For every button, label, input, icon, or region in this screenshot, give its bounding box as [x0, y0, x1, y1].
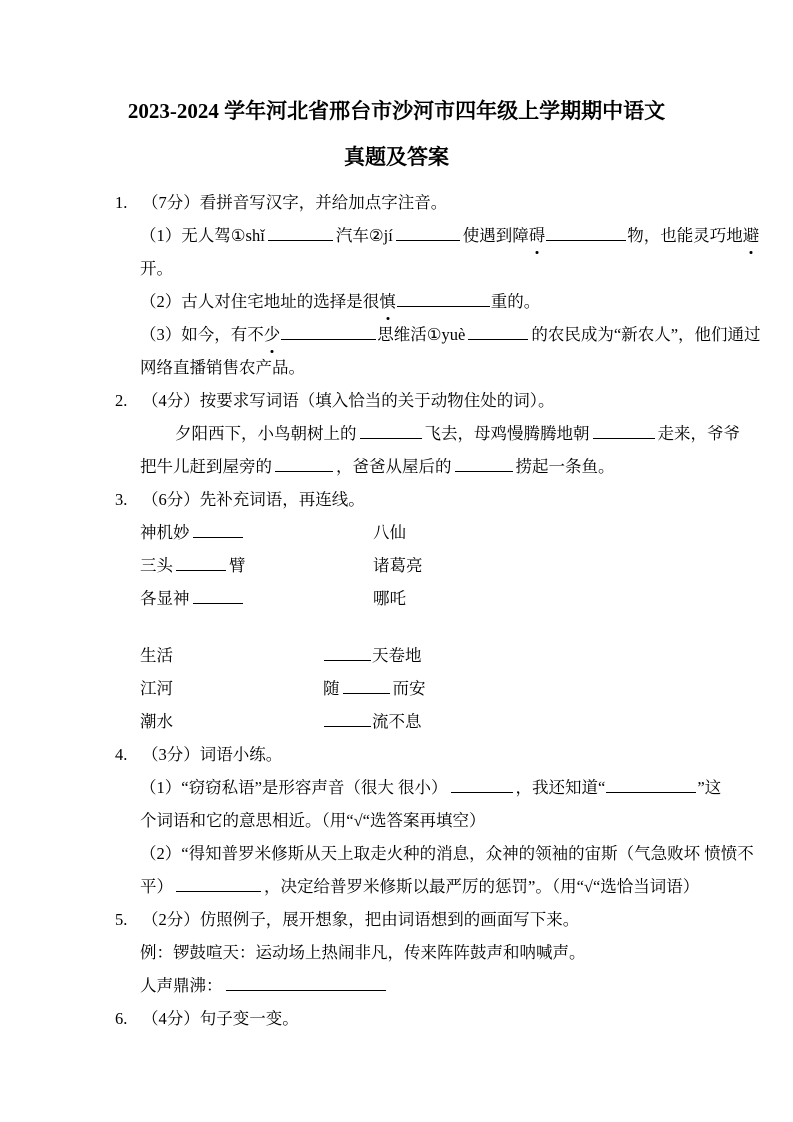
text-segment: 思维活①yuè: [377, 325, 466, 344]
question-4: [115, 738, 754, 903]
text-segment: ，我还知道“: [515, 778, 606, 797]
match-row: [115, 549, 703, 582]
fill-in-blank: [324, 645, 371, 661]
text-segment: 重的。: [490, 292, 541, 311]
text-segment: 三头: [140, 556, 173, 575]
question-6: [115, 1002, 703, 1035]
match-mid-cell: [323, 705, 422, 738]
fill-in-blank: [451, 777, 513, 793]
question-number: 4.: [115, 745, 128, 764]
match-left-cell: 潮水: [140, 712, 173, 731]
fill-in-blank: [193, 522, 243, 538]
match-right-cell: 八仙: [373, 523, 406, 542]
text-segment: 飞去，母鸡慢腾腾地朝: [424, 424, 590, 443]
text-segment: 开。: [140, 259, 173, 278]
text-segment: 天卷地: [372, 646, 422, 665]
q4-item-2-line-2: [115, 870, 703, 903]
fill-in-blank: [360, 423, 422, 439]
q1-item-3-line-1: [115, 318, 761, 351]
q5-answer-line: [115, 969, 703, 1002]
text-segment: 网络直播销售农产品。: [140, 358, 305, 377]
fill-in-blank: [593, 423, 655, 439]
text-segment: 夕阳西下，小鸟朝树上的: [175, 424, 357, 443]
text-segment: 流不息: [372, 712, 422, 731]
question-head-text: （7分）看拼音写汉字，并给加点字注音。: [142, 193, 448, 212]
text-segment: 而安: [392, 679, 426, 698]
text-segment: 人声鼎沸：: [140, 976, 223, 995]
text-segment: （1）无人驾①shǐ: [140, 226, 265, 245]
match-row: [115, 705, 703, 738]
match-left-cell: [140, 516, 373, 549]
question-2-head: [115, 384, 703, 417]
q4-item-1-line-1: [115, 771, 722, 804]
fill-in-blank: [176, 876, 261, 892]
question-3-head: [115, 483, 703, 516]
fill-in-blank: [281, 324, 376, 340]
q4-item-2-line-1: [115, 837, 754, 870]
text-segment: （1）“窃窃私语”是形容声音（很大 很小）: [140, 778, 448, 797]
question-4-head: [115, 738, 703, 771]
question-6-head: [115, 1002, 703, 1035]
question-3: [115, 483, 703, 738]
fill-in-blank: [268, 225, 333, 241]
question-1: [115, 186, 761, 384]
text-segment: （3）如今，有不: [140, 325, 264, 344]
question-1-head: [115, 186, 703, 219]
question-5: [115, 903, 703, 1002]
text-segment: 汽车②jí: [335, 226, 393, 245]
match-left-cell: [140, 549, 373, 582]
q2-line-2: [115, 450, 703, 483]
q1-item-3-line-2: [115, 351, 703, 384]
fill-in-blank: [546, 225, 626, 241]
match-mid-cell: [323, 639, 422, 672]
text-segment: ”这: [697, 778, 722, 797]
q5-example-line: [115, 936, 703, 969]
fill-in-blank: [275, 456, 333, 472]
match-right-cell: 诸葛亮: [373, 556, 423, 575]
text-segment: （2）古人对住宅地址的选择是很: [140, 292, 380, 311]
question-number: 3.: [115, 490, 128, 509]
q4-item-1-line-2: [115, 804, 703, 837]
match-row: [115, 582, 703, 615]
text-segment: 神机妙: [140, 523, 190, 542]
text-segment: ，决定给普罗米修斯以最严厉的惩罚”。（用“√“选恰当词语）: [264, 877, 700, 896]
exam-body: [0, 180, 793, 1035]
q1-item-2-line: [115, 285, 703, 318]
match-left-cell: [140, 582, 373, 615]
question-head-text: （3分）词语小练。: [142, 745, 283, 764]
match-row: [115, 639, 703, 672]
q2-line-1: [115, 417, 740, 450]
question-head-text: （6分）先补充词语，再连线。: [142, 490, 365, 509]
match-row: [115, 672, 703, 705]
text-segment: 各显神: [140, 589, 190, 608]
match-row: [115, 516, 703, 549]
text-segment: 臂: [229, 556, 246, 575]
question-head-text: （4分）句子变一变。: [142, 1009, 299, 1028]
fill-in-blank: [324, 711, 371, 727]
fill-in-blank: [455, 456, 513, 472]
page-title-line-2: 真题及答案: [344, 145, 449, 169]
question-5-head: [115, 903, 703, 936]
text-segment: （2）“得知普罗米修斯从天上取走火种的消息，众神的领袖的宙斯（气急败坏 愤愤不: [140, 844, 754, 863]
fill-in-blank: [397, 291, 490, 307]
text-segment: 例：锣鼓喧天：运动场上热闹非凡，传来阵阵鼓声和呐喊声。: [140, 943, 586, 962]
page-title-line-1: 2023-2024 学年河北省邢台市沙河市四年级上学期期中语文: [127, 99, 666, 123]
fill-in-blank: [396, 225, 460, 241]
match-left-cell: 江河: [140, 679, 173, 698]
text-segment: 随: [323, 679, 340, 698]
text-segment: 把牛儿赶到屋旁的: [140, 457, 272, 476]
question-number: 2.: [115, 391, 128, 410]
text-segment: 平）: [140, 877, 173, 896]
question-head-text: （2分）仿照例子，展开想象，把由词语想到的画面写下来。: [142, 910, 580, 929]
fill-in-blank: [468, 324, 528, 340]
dotted-char: 避: [743, 219, 760, 252]
match-right-cell: 哪吒: [373, 589, 406, 608]
question-2: [115, 384, 740, 483]
match-mid-cell: [323, 672, 426, 705]
text-segment: ，爸爸从屋后的: [336, 457, 452, 476]
question-head-text: （4分）按要求写词语（填入恰当的关于动物住处的词）。: [142, 391, 555, 410]
text-segment: 使遇到障: [462, 226, 529, 245]
question-number: 6.: [115, 1009, 128, 1028]
page-title: [0, 0, 793, 180]
dotted-char: 少: [264, 318, 281, 351]
match-left-cell: 生活: [140, 646, 173, 665]
fill-in-blank: [343, 678, 390, 694]
dotted-char: 碍: [529, 219, 546, 252]
fill-in-blank: [176, 555, 226, 571]
text-segment: 走来，爷爷: [657, 424, 740, 443]
fill-in-blank: [193, 588, 243, 604]
text-segment: 捞起一条鱼。: [515, 457, 615, 476]
text-segment: 物，也能灵巧地: [627, 226, 743, 245]
q1-item-1-line-1: [115, 219, 760, 252]
text-segment: 的农民成为“新农人”，他们通过: [531, 325, 761, 344]
question-number: 1.: [115, 193, 128, 212]
dotted-char: 慎: [379, 285, 396, 318]
fill-in-blank: [226, 975, 386, 991]
fill-in-blank: [606, 777, 696, 793]
question-number: 5.: [115, 910, 128, 929]
q1-item-1-line-2: [115, 252, 703, 285]
text-segment: 个词语和它的意思相近。（用“√“选答案再填空）: [140, 811, 486, 830]
